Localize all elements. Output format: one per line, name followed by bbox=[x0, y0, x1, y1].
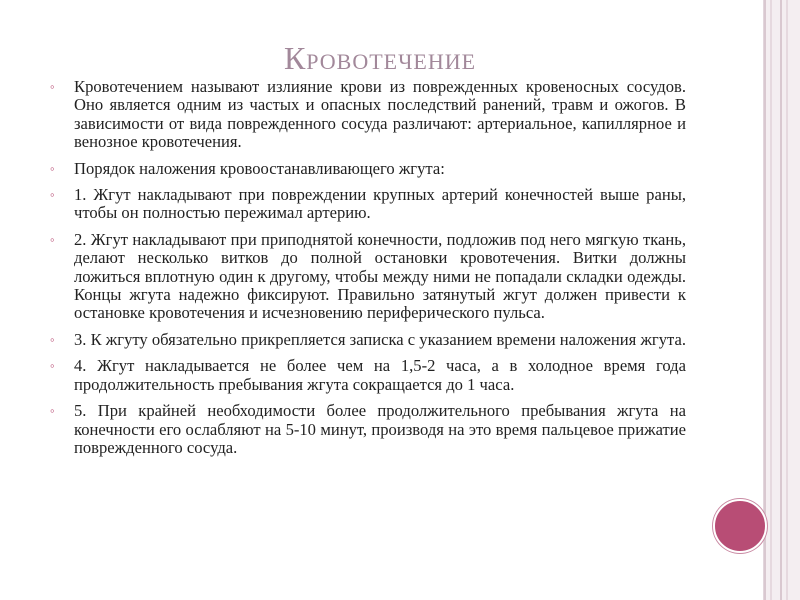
slide-content bbox=[50, 78, 686, 465]
list-item-text: 3. К жгуту обязательно прикрепляется записка с указанием времени наложения жгута. bbox=[74, 329, 686, 349]
decorative-circle bbox=[713, 499, 767, 553]
bullet-icon: ◦ bbox=[50, 160, 55, 176]
decorative-line bbox=[770, 0, 772, 600]
bullet-icon: ◦ bbox=[50, 331, 55, 347]
bullet-icon: ◦ bbox=[50, 403, 55, 419]
list-item bbox=[50, 186, 686, 223]
bullet-icon: ◦ bbox=[50, 231, 55, 247]
list-item bbox=[50, 402, 686, 457]
list-item bbox=[50, 160, 686, 178]
list-item-text: Кровотечением называют излияние крови из поврежденных кровеносных сосудов. Оно является одним из частых и опасных последствий ранений, травм и ожогов. В зависимости от вида поврежденного сосуда различают: артериальное, капиллярное и венозное кровотечения. bbox=[74, 77, 686, 152]
bullet-icon: ◦ bbox=[50, 79, 55, 94]
list-item-text: 2. Жгут накладывают при приподнятой конечности, подложив под него мягкую ткань, делают несколько витков до полной остановки кровотечения. Витки должны ложиться вплотную один к другому, чтобы между ними не попадали складки одежды. Концы жгута надежно фиксируют. Правильно затянутый жгут должен привести к остановке кровотечения и исчезновению периферического пульса. bbox=[74, 229, 686, 323]
decorative-line bbox=[780, 0, 782, 600]
list-item-text: Порядок наложения кровоостанавливающего жгута: bbox=[74, 158, 445, 178]
slide-title: Кровотечение bbox=[283, 40, 477, 76]
decorative-line bbox=[786, 0, 788, 600]
list-item bbox=[50, 357, 686, 394]
list-item bbox=[50, 331, 686, 349]
decorative-line bbox=[764, 0, 766, 600]
list-item bbox=[50, 78, 686, 152]
list-item-text: 4. Жгут накладывается не более чем на 1,5-2 часа, а в холодное время года продолжительность пребывания жгута сокращается до 1 часа. bbox=[74, 356, 686, 394]
bullet-icon: ◦ bbox=[50, 358, 55, 374]
bullet-icon: ◦ bbox=[50, 187, 55, 203]
list-item bbox=[50, 231, 686, 323]
list-item-text: 5. При крайней необходимости более продолжительного пребывания жгута на конечности его ослабляют на 5-10 минут, производя на это время пальцевое прижатие поврежденного сосуда. bbox=[74, 401, 686, 457]
list-item-text: 1. Жгут накладывают при повреждении крупных артерий конечностей выше раны, чтобы он полностью пережимал артерию. bbox=[74, 185, 686, 223]
